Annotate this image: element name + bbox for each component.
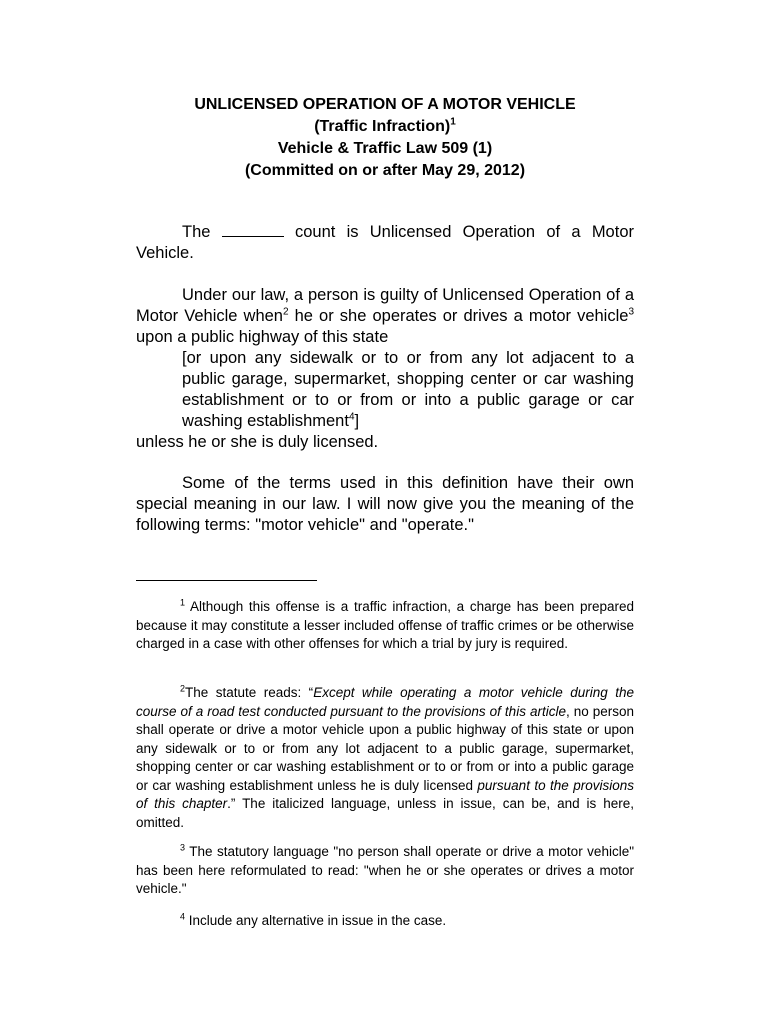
- heading-statute: Vehicle & Traffic Law 509 (1): [277, 140, 493, 157]
- footnote-3-number: 3: [180, 842, 186, 853]
- footnote-1-number: 1: [180, 597, 186, 608]
- footnote-3: [136, 843, 634, 899]
- terms-text: Some of the terms used in this definition have their own special meaning in our law. I will now give you the meaning of the following terms: "motor vehicle" and "operate.": [136, 474, 634, 534]
- footnote-separator: [136, 580, 317, 581]
- footnote-ref-1[interactable]: 1: [450, 116, 456, 128]
- definition-part1: Under our law, a person is guilty of Unlicensed Operation of a Motor Vehicle when: [136, 286, 634, 325]
- footnote-2-text-italic-2: pursuant to the provisions of this chapter: [136, 777, 634, 811]
- count-post: count is Unlicensed Operation of a Motor Vehicle.: [136, 223, 634, 262]
- definition-part2: he or she operates or drives a motor vehicle: [288, 307, 629, 325]
- footnote-2: [136, 684, 634, 832]
- footnote-4-number: 4: [180, 911, 186, 922]
- definition-part3: upon a public highway of this state: [136, 328, 389, 346]
- paragraph-definition: [136, 285, 634, 453]
- paragraph-terms: [136, 473, 634, 536]
- footnote-4-text: Include any alternative in issue in the case.: [185, 913, 447, 928]
- heading-subtitle-text: (Traffic Infraction): [314, 118, 451, 135]
- footnote-3-text: The statutory language "no person shall operate or drive a motor vehicle" has been here reformulated to read: "when he or she operates or drives a motor vehicle.": [136, 844, 634, 896]
- footnote-ref-2[interactable]: 2: [282, 306, 289, 318]
- heading-subtitle: [136, 116, 634, 138]
- footnote-2-text-e: .” The italicized language, unless in issue, can be, and is here, omitted.: [136, 796, 634, 830]
- footnote-2-text-a: The statute reads: “: [185, 685, 314, 700]
- footnote-ref-3[interactable]: 3: [628, 306, 635, 318]
- footnote-ref-4[interactable]: 4: [348, 411, 355, 423]
- footnote-1: [136, 598, 634, 654]
- count-blank-field: [222, 223, 284, 237]
- footnote-2-text-c: , no person shall operate or drive a motor vehicle upon a public highway of this state or upon any sidewalk or to or from any lot adjacent to a public garage, supermarket, shopping center or car washing establishment or to or from or into a public garage or car washing establishment unless he is duly licensed: [136, 703, 634, 793]
- footnote-2-text-italic-1: Except while operating a motor vehicle during the course of a road test conducted pursuant to the provisions of this article: [136, 685, 635, 719]
- footnote-4: [136, 912, 634, 931]
- footnote-2-number: 2: [180, 683, 186, 694]
- footnote-1-text: Although this offense is a traffic infraction, a charge has been prepared because it may constitute a lesser included offense of traffic crimes or be otherwise charged in a case with other offenses for which a trial by jury is required.: [136, 599, 634, 651]
- count-pre: The: [182, 223, 211, 241]
- definition-closing: unless he or she is duly licensed.: [136, 433, 379, 451]
- heading-date-line: (Committed on or after May 29, 2012): [244, 162, 526, 179]
- document-heading: [136, 94, 634, 182]
- definition-bracket-close: ]: [354, 412, 360, 430]
- paragraph-count: [136, 222, 634, 264]
- definition-bracket-text: [or upon any sidewalk or to or from any lot adjacent to a public garage, supermarket, shopping center or car washing establishment or to or from or into a public garage or car washing establishment: [182, 349, 634, 430]
- heading-title: UNLICENSED OPERATION OF A MOTOR VEHICLE: [194, 96, 576, 113]
